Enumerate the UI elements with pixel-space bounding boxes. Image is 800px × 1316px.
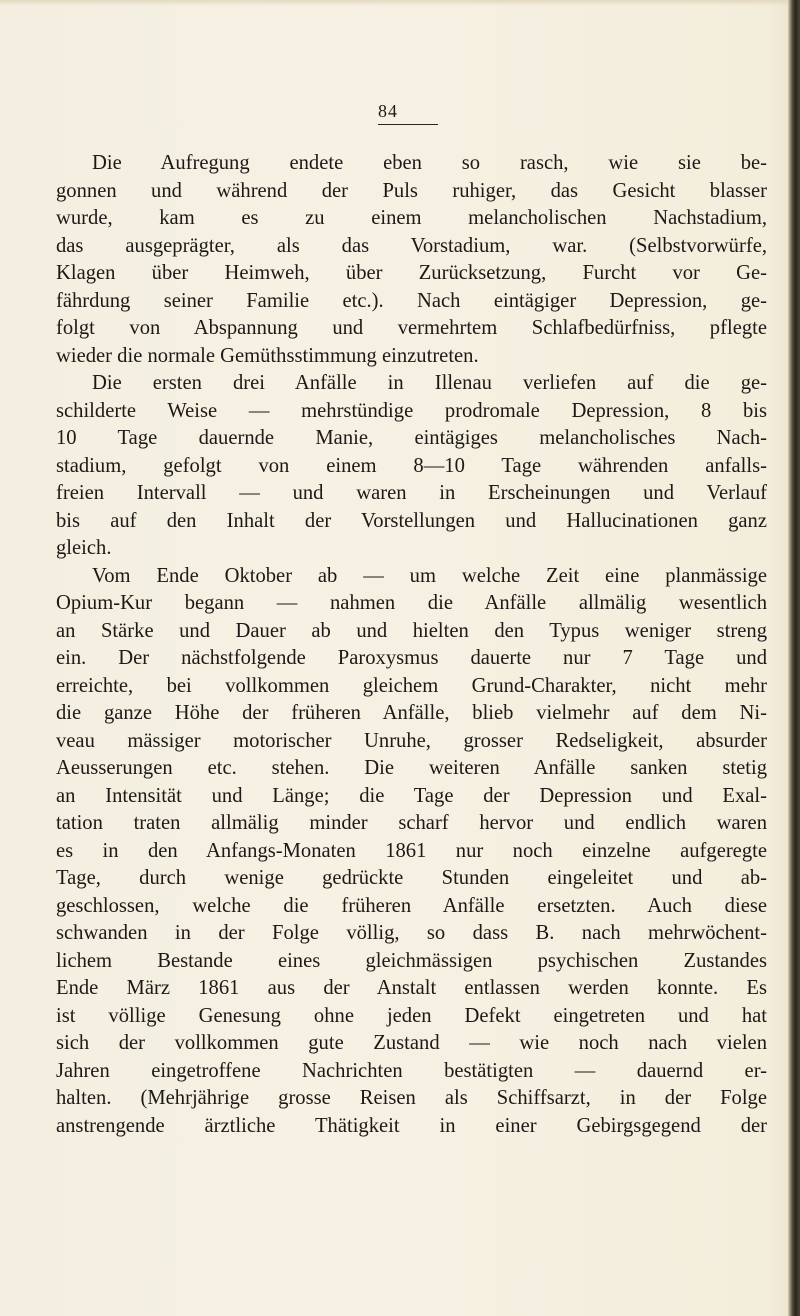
page-top-shadow — [0, 0, 800, 6]
text-line: freien Intervall — und waren in Erscheinungen und Verlauf — [56, 482, 767, 504]
text-line: Vom Ende Oktober ab — um welche Zeit eine planmässige — [92, 564, 767, 587]
text-line: wurde, kam es zu einem melancholischen Nachstadium, — [56, 207, 767, 229]
text-line: fährdung seiner Familie etc.). Nach eintägiger Depression, ge- — [56, 289, 767, 312]
text-line: Jahren eingetroffene Nachrichten bestätigten — dauernd er- — [56, 1059, 767, 1082]
text-line: 10 Tage dauernde Manie, eintägiges melancholisches Nach- — [56, 427, 767, 449]
text-line: die ganze Höhe der früheren Anfälle, blieb vielmehr auf dem Ni- — [56, 702, 767, 724]
text-line: lichem Bestande eines gleichmässigen psychischen Zustandes — [56, 949, 767, 972]
text-line: tation traten allmälig minder scharf hervor und endlich waren — [56, 812, 767, 834]
page-number: 84 — [378, 101, 438, 125]
text-line: Die ersten drei Anfälle in Illenau verliefen auf die ge- — [92, 372, 767, 394]
text-line: bis auf den Inhalt der Vorstellungen und Hallucinationen ganz — [56, 509, 767, 532]
text-line: an Stärke und Dauer ab und hielten den Typus weniger streng — [56, 619, 767, 642]
text-line: Die Aufregung endete eben so rasch, wie sie be- — [92, 152, 767, 174]
text-line: wieder die normale Gemüthsstimmung einzutreten. — [56, 344, 479, 367]
body-text — [56, 150, 767, 1140]
text-line: folgt von Abspannung und vermehrtem Schlafbedürfniss, pflegte — [56, 317, 767, 339]
text-line: anstrengende ärztliche Thätigkeit in einer Gebirgsgegend der — [56, 1114, 767, 1137]
text-line: gonnen und während der Puls ruhiger, das Gesicht blasser — [56, 179, 767, 202]
text-line: Aeusserungen etc. stehen. Die weiteren Anfälle sanken stetig — [56, 757, 767, 779]
text-line: stadium, gefolgt von einem 8—10 Tage währenden anfalls- — [56, 454, 767, 477]
text-line: Tage, durch wenige gedrückte Stunden eingeleitet und ab- — [56, 867, 767, 889]
text-line: geschlossen, welche die früheren Anfälle ersetzten. Auch diese — [56, 894, 767, 917]
text-line: an Intensität und Länge; die Tage der Depression und Exal- — [56, 784, 767, 807]
text-line: schilderte Weise — mehrstündige prodromale Depression, 8 bis — [56, 399, 767, 422]
text-line: ist völlige Genesung ohne jeden Defekt eingetreten und hat — [56, 1004, 767, 1027]
text-line: ein. Der nächstfolgende Paroxysmus dauerte nur 7 Tage und — [56, 647, 767, 669]
text-line: es in den Anfangs-Monaten 1861 nur noch einzelne aufgeregte — [56, 839, 767, 862]
book-binding-edge — [788, 0, 800, 1316]
text-line: halten. (Mehrjährige grosse Reisen als Schiffsarzt, in der Folge — [56, 1087, 767, 1109]
text-line: veau mässiger motorischer Unruhe, grosser Redseligkeit, absurder — [56, 729, 767, 752]
text-line: Klagen über Heimweh, über Zurücksetzung, Furcht vor Ge- — [56, 262, 767, 284]
text-line: das ausgeprägter, als das Vorstadium, war. (Selbstvorwürfe, — [56, 234, 767, 257]
text-line: erreichte, bei vollkommen gleichem Grund-Charakter, nicht mehr — [56, 674, 767, 697]
text-line: Ende März 1861 aus der Anstalt entlassen werden konnte. Es — [56, 977, 767, 999]
text-line: sich der vollkommen gute Zustand — wie noch nach vielen — [56, 1032, 767, 1054]
text-line: gleich. — [56, 537, 112, 559]
text-line: schwanden in der Folge völlig, so dass B. nach mehrwöchent- — [56, 922, 767, 944]
text-line: Opium-Kur begann — nahmen die Anfälle allmälig wesentlich — [56, 592, 767, 614]
